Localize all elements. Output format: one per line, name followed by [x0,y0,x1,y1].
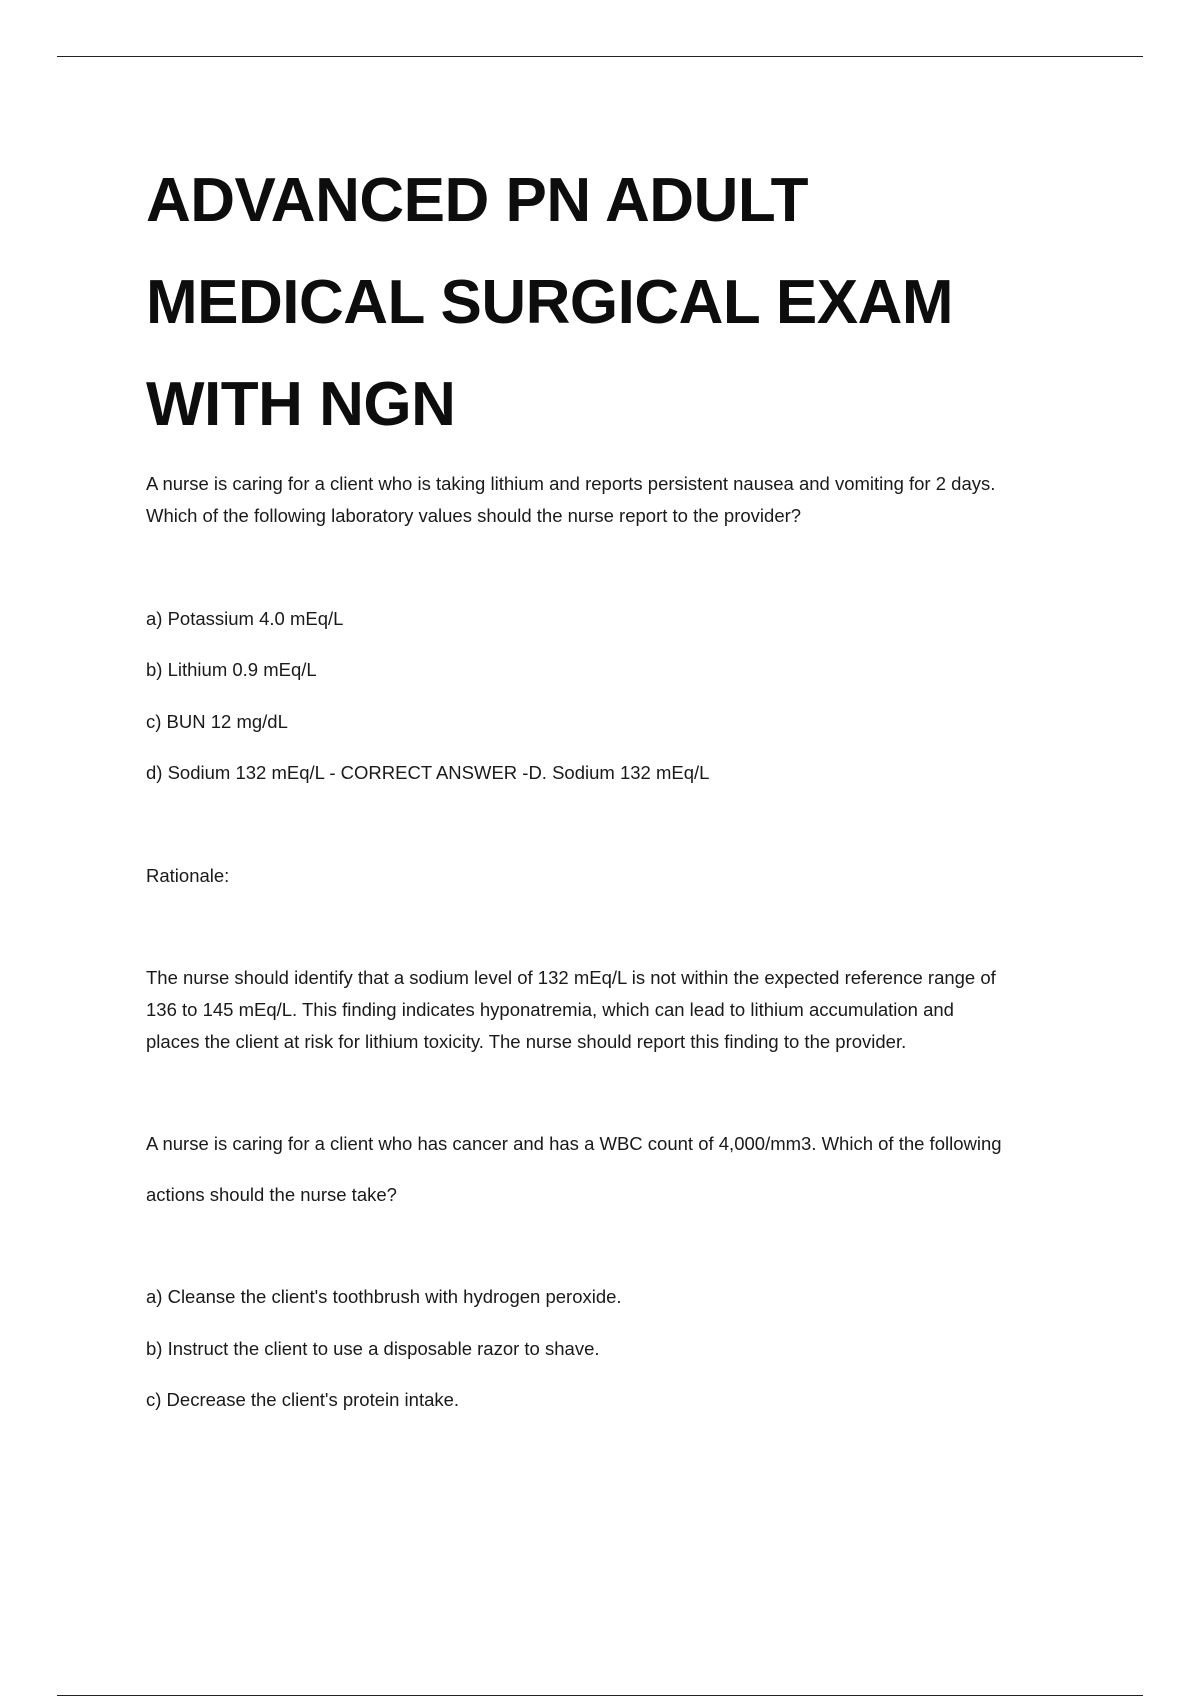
q2-option-c: c) Decrease the client's protein intake. [146,1389,460,1410]
q1-rationale-text [146,962,1106,1058]
title-line-3: WITH NGN [146,370,456,439]
title-line-1: ADVANCED PN ADULT [146,166,808,235]
q1-stem-line-2: Which of the following laboratory values should the nurse report to the provider? [146,505,802,526]
top-rule [57,56,1143,57]
bottom-rule [57,1695,1143,1696]
q2-option-a: a) Cleanse the client's toothbrush with hydrogen peroxide. [146,1286,622,1307]
q1-stem [146,468,1106,532]
q1-option-d: d) Sodium 132 mEq/L - CORRECT ANSWER -D. Sodium 132 mEq/L [146,762,710,783]
q2-stem-line-1: A nurse is caring for a client who has cancer and has a WBC count of 4,000/mm3. Which of the following [146,1133,1002,1154]
q1-rationale-label: Rationale: [146,865,230,886]
q1-option-a: a) Potassium 4.0 mEq/L [146,608,344,629]
q2-stem-line-2: actions should the nurse take? [146,1184,397,1205]
q1-stem-line-1: A nurse is caring for a client who is taking lithium and reports persistent nausea and vomiting for 2 days. [146,473,996,494]
document-title [146,150,1106,456]
q1-option-b: b) Lithium 0.9 mEq/L [146,659,317,680]
title-line-2: MEDICAL SURGICAL EXAM [146,268,954,337]
q1-rationale-line-1: The nurse should identify that a sodium level of 132 mEq/L is not within the expected reference range of [146,967,996,988]
q1-rationale-line-2: 136 to 145 mEq/L. This finding indicates hyponatremia, which can lead to lithium accumulation and [146,999,954,1020]
q1-rationale-line-3: places the client at risk for lithium toxicity. The nurse should report this finding to the provider. [146,1031,907,1052]
q2-option-b: b) Instruct the client to use a disposable razor to shave. [146,1338,600,1359]
q1-option-c: c) BUN 12 mg/dL [146,711,288,732]
